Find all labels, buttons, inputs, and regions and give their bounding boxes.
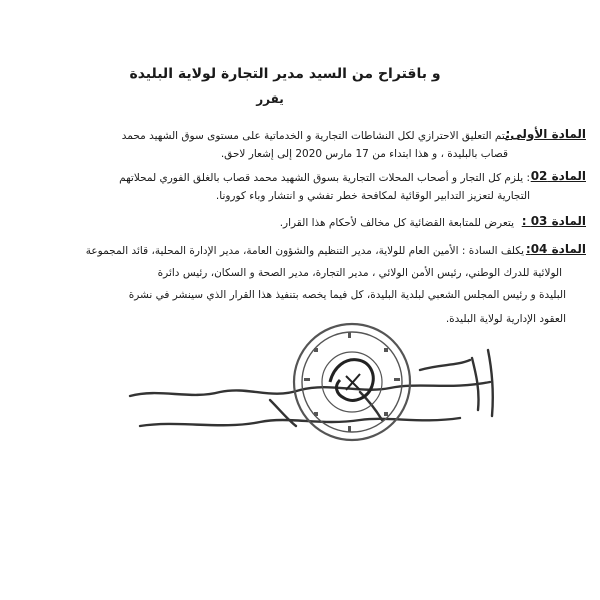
article-4-line-3: البليدة و رئيس المجلس الشعبي لبلدية البليدة، كل فيما يخصه بتنفيذ هذا القرار الذي سينشر في نشرة (128, 289, 566, 301)
article-1-label: المادة الأولى: (505, 127, 586, 141)
article-3-label: المادة 03 : (521, 214, 586, 228)
article-3-line-1: يتعرض للمتابعة القضائية كل مخالف لأحكام هذا القرار. (279, 217, 514, 229)
proposal-heading: و باقتراح من السيد مدير التجارة لولاية البليدة (129, 66, 441, 82)
article-4-line-4: العقود الإدارية لولاية البليدة. (445, 313, 566, 325)
official-stamp (290, 320, 415, 445)
article-4-label: المادة 04: (525, 242, 586, 256)
article-1-line-1: يتم التعليق الاحترازي لكل النشاطات التجارية و الخدماتية على مستوى سوق الشهيد محمد (121, 130, 508, 142)
article-2-line-1: : يلزم كل التجار و أصحاب المحلات التجارية بسوق الشهيد محمد قصاب بالغلق الفوري لمحلاتهم (119, 172, 530, 184)
article-4-line-2: الولائية للدرك الوطني، رئيس الأمن الولائي ، مدير التجارة، مدير الصحة و السكان، رئيس دائرة (157, 267, 562, 279)
article-2-line-2: التجارية لتعزيز التدابير الوقائية لمكافحة خطر تفشي و انتشار وباء كورونا. (215, 190, 530, 202)
article-2-label: المادة 02 (530, 169, 586, 183)
article-4-line-1: يكلف السادة : الأمين العام للولاية، مدير التنظيم والشؤون العامة، مدير الإدارة المحلية، قائد المجموعة (85, 245, 524, 257)
article-1-line-2: قصاب بالبليدة ، و هذا ابتداء من 17 مارس 2020 إلى إشعار لاحق. (220, 148, 508, 160)
decides-label: يقرر (256, 92, 284, 106)
